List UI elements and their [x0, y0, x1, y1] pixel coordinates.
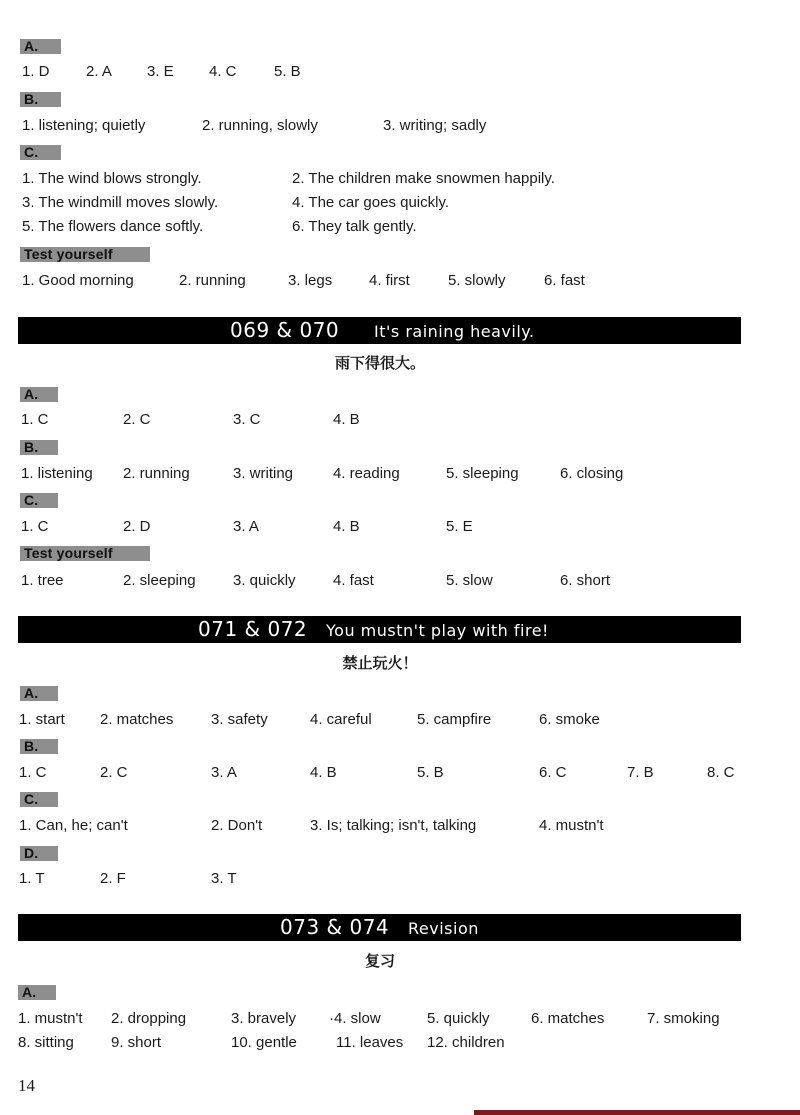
- lesson-title: Revision: [408, 919, 479, 938]
- answer-item: 1. Can, he; can't: [19, 817, 128, 834]
- answer-item: 3. bravely: [231, 1010, 297, 1027]
- answer-item: 4. first: [369, 272, 410, 289]
- answer-item: 11. leaves: [336, 1034, 404, 1051]
- answer-item: 1. tree: [21, 572, 64, 589]
- answer-item: 12. children: [427, 1034, 505, 1051]
- answer-item: 4. reading: [333, 465, 400, 482]
- lesson-title: You mustn't play with fire!: [326, 621, 549, 640]
- answer-item: 5. B: [417, 764, 444, 781]
- answer-item: 2. A: [86, 63, 112, 80]
- answer-item: ·4. slow: [329, 1010, 381, 1027]
- answer-item: 1. C: [19, 764, 47, 781]
- answer-item: 5. slowly: [448, 272, 506, 289]
- answer-item: 1. Good morning: [22, 272, 134, 289]
- section-label-b: B.: [20, 739, 58, 754]
- answer-item: 5. The flowers dance softly.: [22, 218, 204, 235]
- lesson-title: It's raining heavily.: [374, 322, 535, 341]
- answer-item: 3. A: [233, 518, 259, 535]
- answer-item: 6. C: [539, 764, 567, 781]
- answer-item: 6. matches: [531, 1010, 605, 1027]
- answer-item: 6. They talk gently.: [292, 218, 417, 235]
- answer-item: 9. short: [111, 1034, 162, 1051]
- lesson-number: 069 & 070: [230, 318, 340, 342]
- section-label-a: A.: [18, 985, 56, 1000]
- page-number: 14: [18, 1076, 35, 1095]
- answer-item: 10. gentle: [231, 1034, 297, 1051]
- answer-item: 1. C: [21, 518, 49, 535]
- answer-item: 2. matches: [100, 711, 174, 728]
- answer-item: 1. D: [22, 63, 50, 80]
- answer-item: 3. quickly: [233, 572, 296, 589]
- section-label-c: C.: [20, 145, 61, 160]
- answer-item: 6. closing: [560, 465, 624, 482]
- answer-item: 4. C: [209, 63, 237, 80]
- answer-item: 2. F: [100, 870, 126, 887]
- answer-item: 7. B: [627, 764, 654, 781]
- answer-item: 3. writing: [233, 465, 294, 482]
- answer-item: 5. B: [274, 63, 301, 80]
- lesson-banner: [18, 914, 741, 941]
- answer-item: 4. mustn't: [539, 817, 604, 834]
- section-label-c: C.: [20, 792, 58, 807]
- answer-item: 5. slow: [446, 572, 493, 589]
- answer-item: 2. dropping: [111, 1010, 187, 1027]
- answer-item: 6. smoke: [539, 711, 600, 728]
- answer-item: 3. legs: [288, 272, 333, 289]
- answer-item: 2. running: [123, 465, 190, 482]
- lesson-subtitle: 雨下得很大。: [334, 354, 425, 372]
- lesson-subtitle: 复习: [364, 952, 395, 970]
- answer-item: 2. sleeping: [123, 572, 196, 589]
- answer-item: 8. C: [707, 764, 735, 781]
- answer-item: 1. mustn't: [18, 1010, 83, 1027]
- lesson-subtitle: 禁止玩火！: [342, 654, 418, 672]
- answer-item: 1. C: [21, 411, 49, 428]
- answer-item: 3. C: [233, 411, 261, 428]
- section-label-b: B.: [20, 440, 58, 455]
- answer-item: 1. start: [19, 711, 65, 728]
- section-label-c: C.: [20, 493, 58, 508]
- answer-item: 2. Don't: [211, 817, 263, 834]
- lesson-banner: [18, 317, 741, 344]
- answer-item: 5. campfire: [417, 711, 492, 728]
- answer-item: 4. The car goes quickly.: [292, 194, 450, 211]
- answer-item: 7. smoking: [647, 1010, 720, 1027]
- test-yourself-label: Test yourself: [20, 247, 150, 262]
- answer-item: 5. quickly: [427, 1010, 490, 1027]
- answer-item: 1. T: [19, 870, 45, 887]
- answer-item: 3. The windmill moves slowly.: [22, 194, 219, 211]
- answer-item: 3. E: [147, 63, 174, 80]
- answer-item: 3. safety: [211, 711, 268, 728]
- answer-item: 1. listening: [21, 465, 93, 482]
- lesson-banner: [18, 616, 741, 643]
- answer-item: 1. The wind blows strongly.: [22, 170, 202, 187]
- answer-item: 2. D: [123, 518, 151, 535]
- answer-item: 2. C: [123, 411, 151, 428]
- lesson-number: 071 & 072: [198, 617, 308, 641]
- answer-item: 3. T: [211, 870, 237, 887]
- answer-item: 8. sitting: [18, 1034, 74, 1051]
- answer-item: 6. short: [560, 572, 611, 589]
- answer-item: 3. Is; talking; isn't, talking: [310, 817, 477, 834]
- answer-item: 2. running: [179, 272, 246, 289]
- answer-item: 4. careful: [310, 711, 372, 728]
- answer-item: 4. B: [333, 518, 360, 535]
- answer-item: 5. E: [446, 518, 473, 535]
- answer-item: 2. C: [100, 764, 128, 781]
- answer-item: 3. A: [211, 764, 237, 781]
- answer-item: 4. B: [310, 764, 337, 781]
- lesson-number: 073 & 074: [280, 915, 390, 939]
- page-edge-decoration: [474, 1110, 800, 1115]
- section-label-a: A.: [20, 686, 58, 701]
- answer-item: 2. running, slowly: [202, 117, 318, 134]
- answer-item: 4. fast: [333, 572, 374, 589]
- answer-item: 1. listening; quietly: [22, 117, 146, 134]
- test-yourself-label: Test yourself: [20, 546, 150, 561]
- section-label-b: B.: [20, 92, 61, 107]
- answer-item: 2. The children make snowmen happily.: [292, 170, 555, 187]
- answer-item: 3. writing; sadly: [383, 117, 487, 134]
- answer-item: 4. B: [333, 411, 360, 428]
- section-label-d: D.: [20, 846, 58, 861]
- section-label-a: A.: [20, 387, 58, 402]
- answer-item: 6. fast: [544, 272, 585, 289]
- answer-item: 5. sleeping: [446, 465, 519, 482]
- section-label-a: A.: [20, 39, 61, 54]
